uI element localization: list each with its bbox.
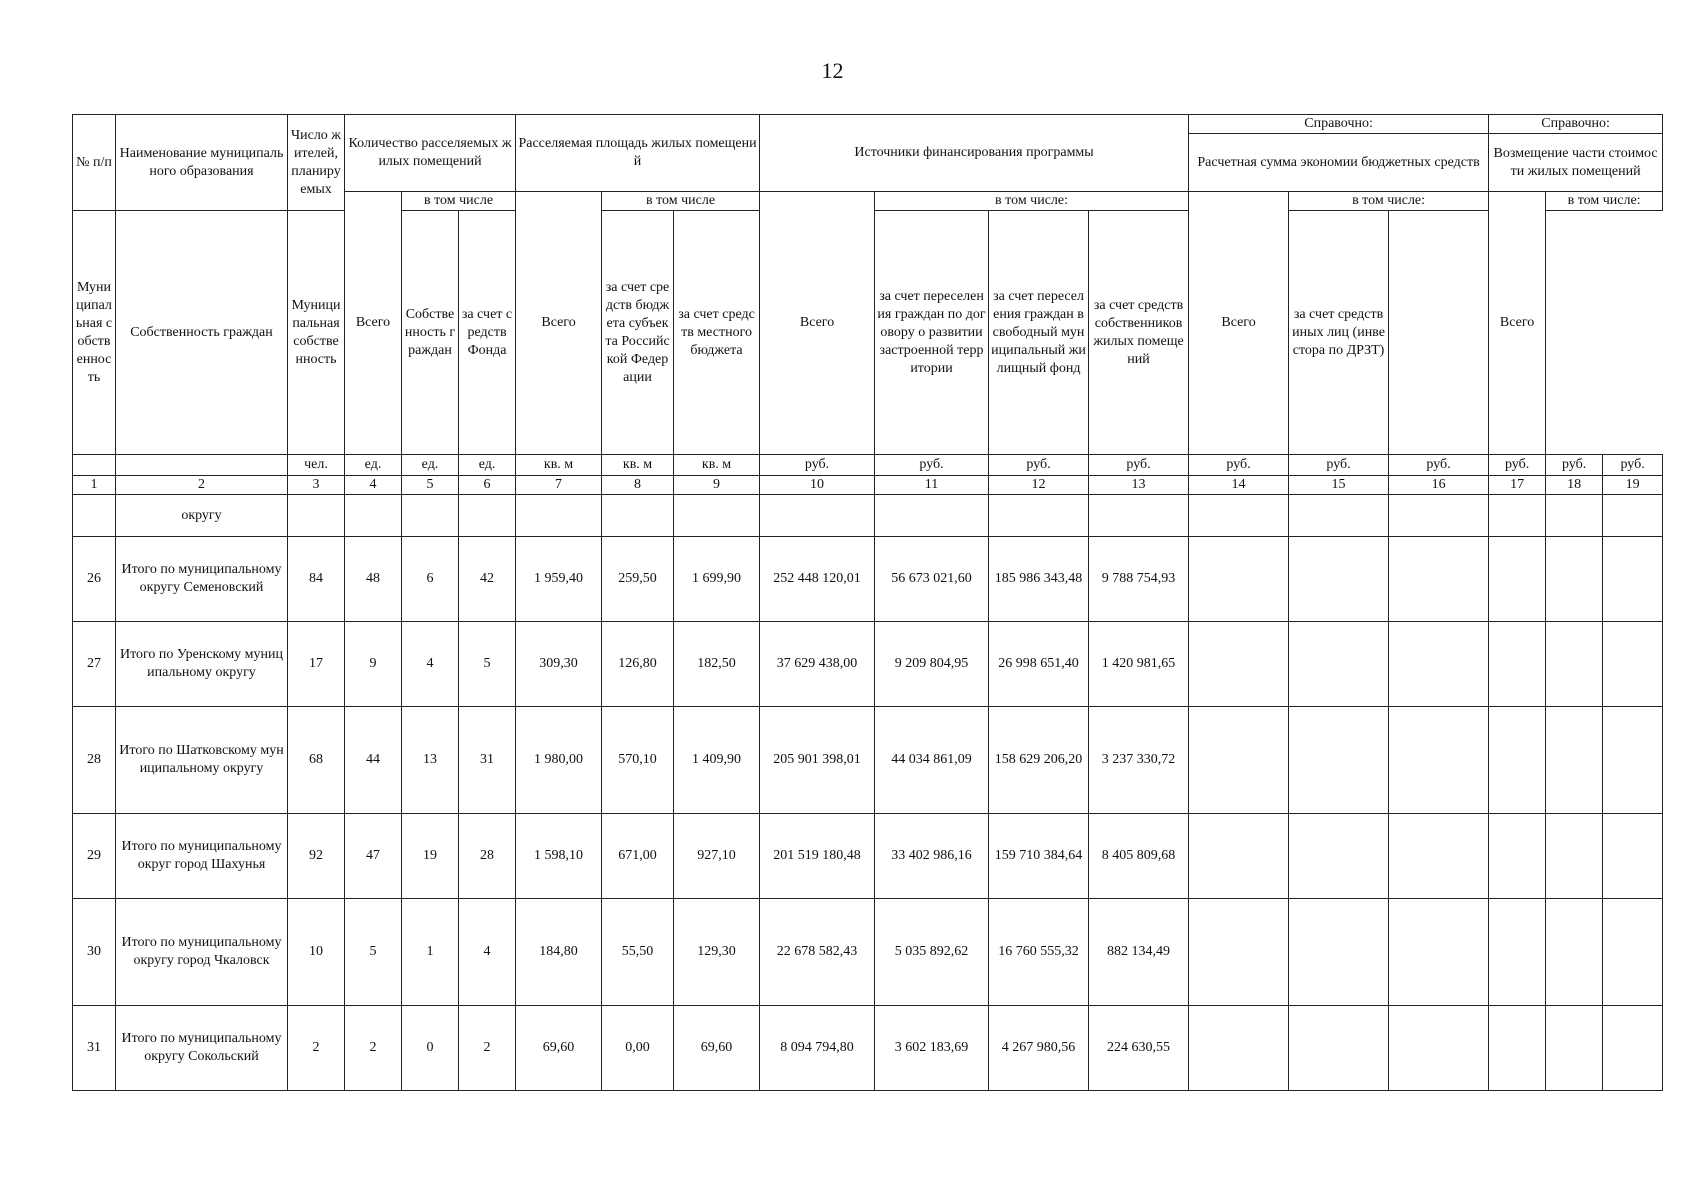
unit-cell: чел. — [288, 455, 345, 476]
empty-cell — [1389, 622, 1489, 707]
finance-subject-budget: 16 760 555,32 — [989, 899, 1089, 1006]
rooms-municipal: 13 — [402, 707, 459, 814]
municipality-name: Итого по муниципальному округ город Шахунья — [116, 814, 288, 899]
unit-cell: кв. м — [674, 455, 760, 476]
empty-cell — [1489, 622, 1546, 707]
header-finance-total: Всего — [760, 192, 875, 455]
finance-subject-budget: 158 629 206,20 — [989, 707, 1089, 814]
municipality-name: Итого по муниципальному округу город Чкаловск — [116, 899, 288, 1006]
header-comp-total: Всего — [1489, 192, 1546, 455]
rooms-private: 31 — [459, 707, 516, 814]
column-number: 18 — [1546, 476, 1603, 495]
finance-total: 37 629 438,00 — [760, 622, 875, 707]
municipality-name: Итого по муниципальному округу Семеновский — [116, 537, 288, 622]
area-municipal: 55,50 — [602, 899, 674, 1006]
empty-cell — [1289, 814, 1389, 899]
column-number: 4 — [345, 476, 402, 495]
unit-cell: кв. м — [516, 455, 602, 476]
column-number: 3 — [288, 476, 345, 495]
column-number: 6 — [459, 476, 516, 495]
finance-total: 22 678 582,43 — [760, 899, 875, 1006]
header-residents: Число жителей, планируемых — [288, 115, 345, 211]
area-municipal: 570,10 — [602, 707, 674, 814]
header-savings-group: Расчетная сумма экономии бюджетных средств — [1189, 134, 1489, 192]
header-comp-owners: за счет средств собственников жилых помещений — [1089, 211, 1189, 455]
residents-count: 84 — [288, 537, 345, 622]
rooms-municipal: 1 — [402, 899, 459, 1006]
rooms-total: 2 — [345, 1006, 402, 1091]
unit-cell: руб. — [1489, 455, 1546, 476]
header-rooms-total: Всего — [345, 192, 402, 455]
area-private: 1 699,90 — [674, 537, 760, 622]
units-row — [73, 455, 1663, 476]
empty-cell — [1603, 1006, 1663, 1091]
table-header — [73, 115, 1663, 495]
header-savings-free-fund: за счет переселения граждан в свободный муниципальный жилищный фонд — [989, 211, 1089, 455]
empty-cell — [1189, 814, 1289, 899]
residents-count: 10 — [288, 899, 345, 1006]
empty-cell — [1603, 622, 1663, 707]
empty-cell — [1489, 814, 1546, 899]
unit-cell: ед. — [459, 455, 516, 476]
finance-local-budget: 882 134,49 — [1089, 899, 1189, 1006]
empty-cell — [1189, 622, 1289, 707]
header-rooms-private: Собственность граждан — [116, 211, 288, 455]
area-private: 1 409,90 — [674, 707, 760, 814]
finance-fund: 33 402 986,16 — [875, 814, 989, 899]
area-total: 309,30 — [516, 622, 602, 707]
empty-cell — [1603, 899, 1663, 1006]
unit-cell: руб. — [1289, 455, 1389, 476]
row-number: 27 — [73, 622, 116, 707]
column-number: 14 — [1189, 476, 1289, 495]
empty-cell — [1189, 1006, 1289, 1091]
finance-total: 205 901 398,01 — [760, 707, 875, 814]
empty-cell — [1389, 707, 1489, 814]
residents-count: 17 — [288, 622, 345, 707]
table-row — [73, 899, 1663, 1006]
rooms-private: 28 — [459, 814, 516, 899]
empty-cell — [1189, 537, 1289, 622]
header-area-municipal: Муниципальная собственность — [288, 211, 345, 455]
column-number: 13 — [1089, 476, 1189, 495]
finance-local-budget: 8 405 809,68 — [1089, 814, 1189, 899]
continuation-row — [73, 495, 1663, 537]
header-comp-incl: в том числе: — [1546, 192, 1663, 211]
header-finance-group: Источники финансирования программы — [760, 115, 1189, 192]
continuation-text: округу — [116, 495, 288, 537]
header-area-private: Собственность граждан — [402, 211, 459, 455]
rooms-private: 4 — [459, 899, 516, 1006]
empty-cell — [1546, 899, 1603, 1006]
column-number: 2 — [116, 476, 288, 495]
rooms-total: 9 — [345, 622, 402, 707]
empty-cell — [1389, 814, 1489, 899]
area-total: 184,80 — [516, 899, 602, 1006]
column-number: 8 — [602, 476, 674, 495]
rooms-private: 2 — [459, 1006, 516, 1091]
municipality-name: Итого по муниципальному округу Сокольский — [116, 1006, 288, 1091]
column-number: 15 — [1289, 476, 1389, 495]
column-number-row — [73, 476, 1663, 495]
finance-fund: 5 035 892,62 — [875, 899, 989, 1006]
header-ref-compensation: Справочно: — [1489, 115, 1663, 134]
header-area-incl: в том числе — [602, 192, 760, 211]
header-subject-budget: за счет средств бюджета субъекта Российской Федерации — [602, 211, 674, 455]
empty-cell — [1289, 537, 1389, 622]
column-number: 9 — [674, 476, 760, 495]
unit-cell: руб. — [1089, 455, 1189, 476]
rooms-municipal: 19 — [402, 814, 459, 899]
empty-cell — [1289, 707, 1389, 814]
finance-subject-budget: 159 710 384,64 — [989, 814, 1089, 899]
empty-cell — [1289, 1006, 1389, 1091]
unit-cell: руб. — [1189, 455, 1289, 476]
column-number: 19 — [1603, 476, 1663, 495]
unit-cell-empty — [116, 455, 288, 476]
residents-count: 68 — [288, 707, 345, 814]
empty-cell — [1389, 1006, 1489, 1091]
continuation-cell — [73, 495, 116, 537]
empty-cell — [1289, 899, 1389, 1006]
empty-cell — [1603, 707, 1663, 814]
row-number: 28 — [73, 707, 116, 814]
table-row — [73, 622, 1663, 707]
rooms-municipal: 0 — [402, 1006, 459, 1091]
header-compensation-group: Возмещение части стоимости жилых помещений — [1489, 134, 1663, 192]
area-total: 69,60 — [516, 1006, 602, 1091]
unit-cell: руб. — [1546, 455, 1603, 476]
empty-cell — [1603, 814, 1663, 899]
header-rooms-municipal: Муниципальная собственность — [73, 211, 116, 455]
resettlement-table — [72, 114, 1663, 1091]
empty-cell — [1189, 899, 1289, 1006]
rooms-private: 5 — [459, 622, 516, 707]
header-savings-incl: в том числе: — [1289, 192, 1489, 211]
rooms-municipal: 4 — [402, 622, 459, 707]
empty-cell — [1289, 622, 1389, 707]
finance-local-budget: 1 420 981,65 — [1089, 622, 1189, 707]
row-number: 26 — [73, 537, 116, 622]
empty-cell — [1546, 537, 1603, 622]
page-number: 12 — [821, 58, 844, 83]
unit-cell: кв. м — [602, 455, 674, 476]
finance-fund: 44 034 861,09 — [875, 707, 989, 814]
unit-cell: руб. — [1389, 455, 1489, 476]
column-number: 17 — [1489, 476, 1546, 495]
empty-cell — [1546, 622, 1603, 707]
unit-cell: ед. — [402, 455, 459, 476]
unit-cell: руб. — [1603, 455, 1663, 476]
finance-local-budget: 3 237 330,72 — [1089, 707, 1189, 814]
municipality-name: Итого по Шатковскому муниципальному округу — [116, 707, 288, 814]
area-total: 1 598,10 — [516, 814, 602, 899]
empty-cell — [1189, 707, 1289, 814]
finance-total: 201 519 180,48 — [760, 814, 875, 899]
rooms-private: 42 — [459, 537, 516, 622]
municipality-name: Итого по Уренскому муниципальному округу — [116, 622, 288, 707]
unit-cell: руб. — [989, 455, 1089, 476]
column-number: 16 — [1389, 476, 1489, 495]
finance-local-budget: 9 788 754,93 — [1089, 537, 1189, 622]
empty-cell — [1489, 707, 1546, 814]
empty-cell — [1489, 899, 1546, 1006]
finance-fund: 9 209 804,95 — [875, 622, 989, 707]
header-area-total: Всего — [516, 192, 602, 455]
area-private: 129,30 — [674, 899, 760, 1006]
header-num: № п/п — [73, 115, 116, 211]
area-private: 927,10 — [674, 814, 760, 899]
finance-subject-budget: 26 998 651,40 — [989, 622, 1089, 707]
finance-subject-budget: 4 267 980,56 — [989, 1006, 1089, 1091]
header-area-group: Расселяемая площадь жилых помещений — [516, 115, 760, 192]
finance-local-budget: 224 630,55 — [1089, 1006, 1189, 1091]
table-row — [73, 707, 1663, 814]
header-rooms-group: Количество расселяемых жилых помещений — [345, 115, 516, 192]
table-row — [73, 814, 1663, 899]
header-ref-savings: Справочно: — [1189, 115, 1489, 134]
residents-count: 92 — [288, 814, 345, 899]
area-municipal: 671,00 — [602, 814, 674, 899]
finance-subject-budget: 185 986 343,48 — [989, 537, 1089, 622]
table-row — [73, 1006, 1663, 1091]
area-municipal: 259,50 — [602, 537, 674, 622]
rooms-total: 48 — [345, 537, 402, 622]
header-fund: за счет средств Фонда — [459, 211, 516, 455]
header-savings-total: Всего — [1189, 192, 1289, 455]
row-number: 31 — [73, 1006, 116, 1091]
unit-cell: руб. — [760, 455, 875, 476]
header-rooms-incl: в том числе — [402, 192, 516, 211]
rooms-total: 47 — [345, 814, 402, 899]
header-savings-development: за счет переселения граждан по договору о развитии застроенной территории — [875, 211, 989, 455]
row-number: 30 — [73, 899, 116, 1006]
empty-cell — [1546, 814, 1603, 899]
finance-fund: 3 602 183,69 — [875, 1006, 989, 1091]
empty-cell — [1489, 537, 1546, 622]
unit-cell-empty — [73, 455, 116, 476]
area-total: 1 980,00 — [516, 707, 602, 814]
column-number: 1 — [73, 476, 116, 495]
finance-fund: 56 673 021,60 — [875, 537, 989, 622]
finance-total: 252 448 120,01 — [760, 537, 875, 622]
residents-count: 2 — [288, 1006, 345, 1091]
table-row — [73, 537, 1663, 622]
empty-cell — [1389, 537, 1489, 622]
rooms-total: 5 — [345, 899, 402, 1006]
empty-cell — [1546, 1006, 1603, 1091]
unit-cell: руб. — [875, 455, 989, 476]
row-number: 29 — [73, 814, 116, 899]
area-municipal: 126,80 — [602, 622, 674, 707]
header-name: Наименование муниципального образования — [116, 115, 288, 211]
area-private: 69,60 — [674, 1006, 760, 1091]
column-number: 7 — [516, 476, 602, 495]
empty-cell — [1389, 899, 1489, 1006]
header-comp-other: за счет средств иных лиц (инвестора по ДРЗТ) — [1289, 211, 1389, 455]
rooms-total: 44 — [345, 707, 402, 814]
area-private: 182,50 — [674, 622, 760, 707]
area-municipal: 0,00 — [602, 1006, 674, 1091]
table-body — [73, 495, 1663, 1091]
header-finance-incl: в том числе: — [875, 192, 1189, 211]
rooms-municipal: 6 — [402, 537, 459, 622]
empty-cell — [1489, 1006, 1546, 1091]
unit-cell: ед. — [345, 455, 402, 476]
area-total: 1 959,40 — [516, 537, 602, 622]
empty-cell — [1546, 707, 1603, 814]
column-number: 12 — [989, 476, 1089, 495]
empty-cell — [1603, 537, 1663, 622]
column-number: 11 — [875, 476, 989, 495]
finance-total: 8 094 794,80 — [760, 1006, 875, 1091]
column-number: 5 — [402, 476, 459, 495]
header-local-budget: за счет средств местного бюджета — [674, 211, 760, 455]
column-number: 10 — [760, 476, 875, 495]
